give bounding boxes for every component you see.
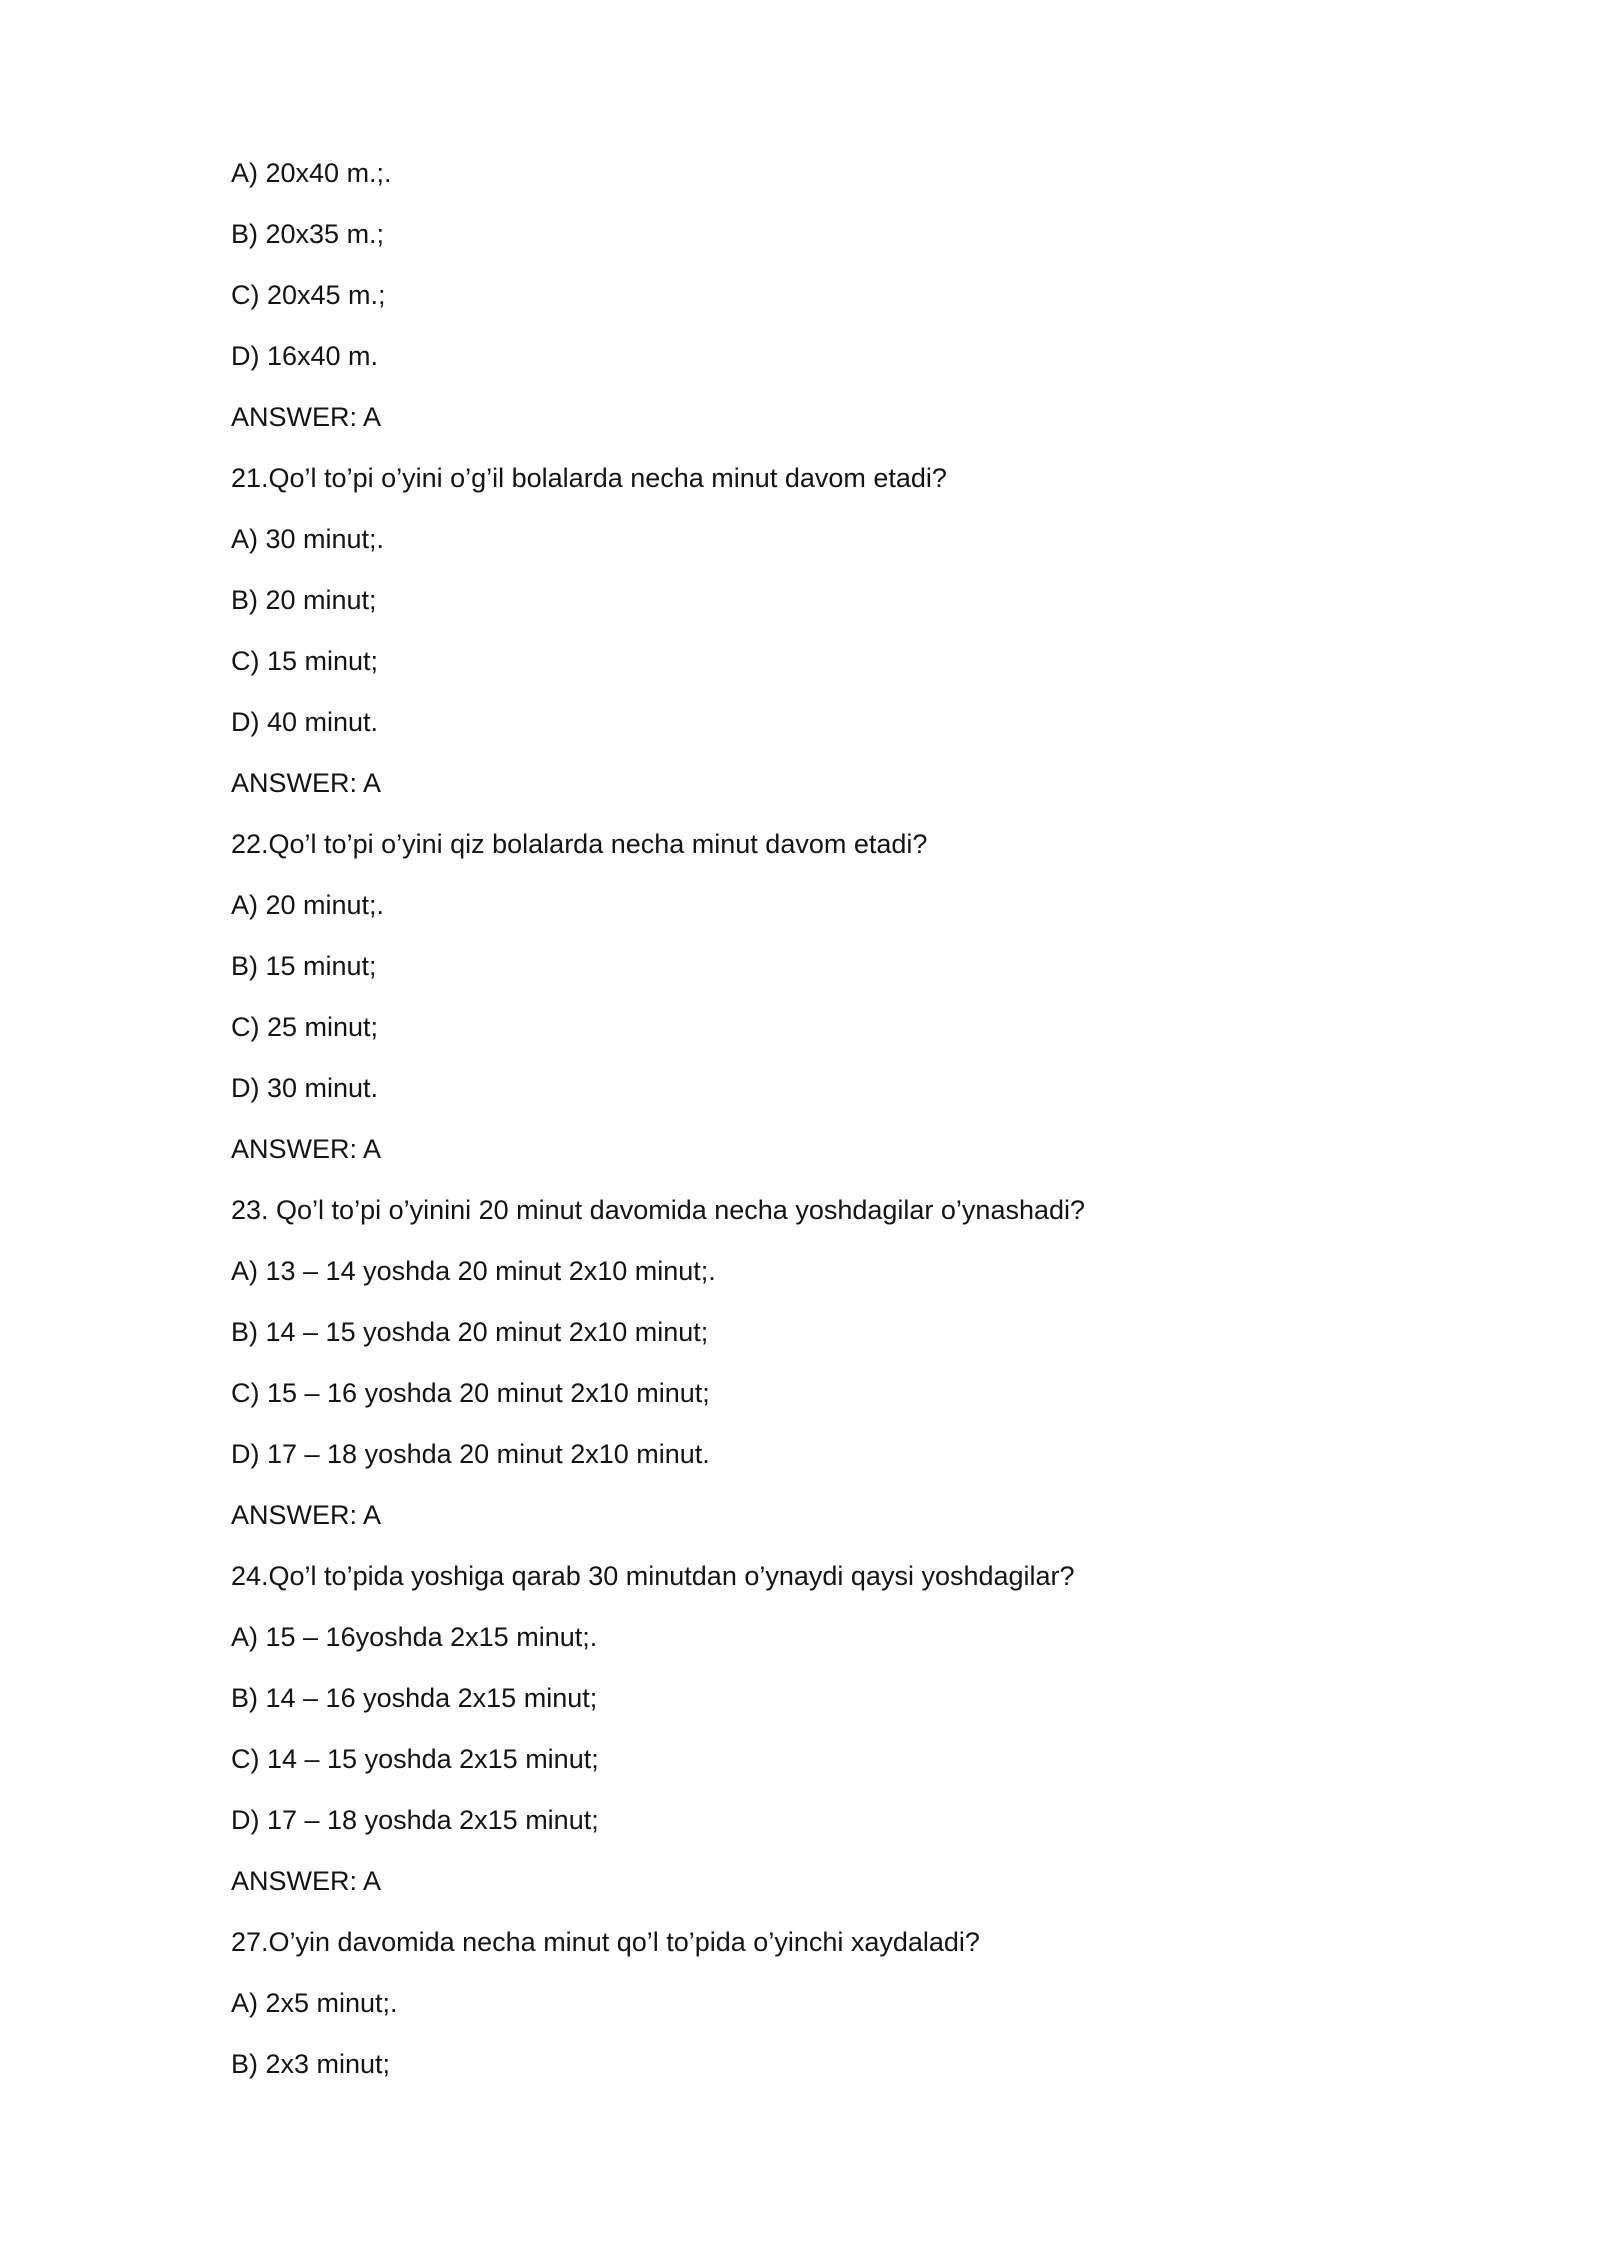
answer-option: D) 16x40 m. xyxy=(231,341,379,371)
answer-key: ANSWER: A xyxy=(231,1134,382,1164)
question-text: 27.O’yin davomida necha minut qo’l to’pida o’yinchi xaydaladi? xyxy=(231,1927,980,1957)
answer-option: A) 15 – 16yoshda 2x15 minut;. xyxy=(231,1622,598,1652)
answer-option: C) 15 – 16 yoshda 20 minut 2x10 minut; xyxy=(231,1378,710,1408)
answer-key: ANSWER: A xyxy=(231,1500,382,1530)
answer-option: B) 14 – 15 yoshda 20 minut 2x10 minut; xyxy=(231,1317,709,1347)
answer-key: ANSWER: A xyxy=(231,768,382,798)
answer-option: C) 25 minut; xyxy=(231,1012,379,1042)
answer-option: A) 20 minut;. xyxy=(231,890,385,920)
answer-option: B) 20 minut; xyxy=(231,585,377,615)
question-text: 24.Qo’l to’pida yoshiga qarab 30 minutdan o’ynaydi qaysi yoshdagilar? xyxy=(231,1561,1075,1591)
answer-option: A) 20x40 m.;. xyxy=(231,158,392,188)
answer-option: A) 2x5 minut;. xyxy=(231,1988,398,2018)
answer-option: A) 13 – 14 yoshda 20 minut 2x10 minut;. xyxy=(231,1256,716,1286)
answer-option: D) 17 – 18 yoshda 20 minut 2x10 minut. xyxy=(231,1439,710,1469)
answer-option: A) 30 minut;. xyxy=(231,524,385,554)
answer-key: ANSWER: A xyxy=(231,1866,382,1896)
answer-option: B) 15 minut; xyxy=(231,951,377,981)
answer-option: C) 15 minut; xyxy=(231,646,379,676)
question-text: 23. Qo’l to’pi o’yinini 20 minut davomida necha yoshdagilar o’ynashadi? xyxy=(231,1195,1086,1225)
answer-option: D) 30 minut. xyxy=(231,1073,379,1103)
question-text: 22.Qo’l to’pi o’yini qiz bolalarda necha minut davom etadi? xyxy=(231,829,928,859)
answer-option: B) 14 – 16 yoshda 2x15 minut; xyxy=(231,1683,598,1713)
answer-key: ANSWER: A xyxy=(231,402,382,432)
answer-option: C) 14 – 15 yoshda 2x15 minut; xyxy=(231,1744,599,1774)
answer-option: B) 20x35 m.; xyxy=(231,219,385,249)
answer-option: D) 17 – 18 yoshda 2x15 minut; xyxy=(231,1805,599,1835)
question-text: 21.Qo’l to’pi o’yini o’g’il bolalarda necha minut davom etadi? xyxy=(231,463,947,493)
document-text xyxy=(231,148,1381,2100)
answer-option: D) 40 minut. xyxy=(231,707,379,737)
answer-option: B) 2x3 minut; xyxy=(231,2049,391,2079)
answer-option: C) 20x45 m.; xyxy=(231,280,386,310)
